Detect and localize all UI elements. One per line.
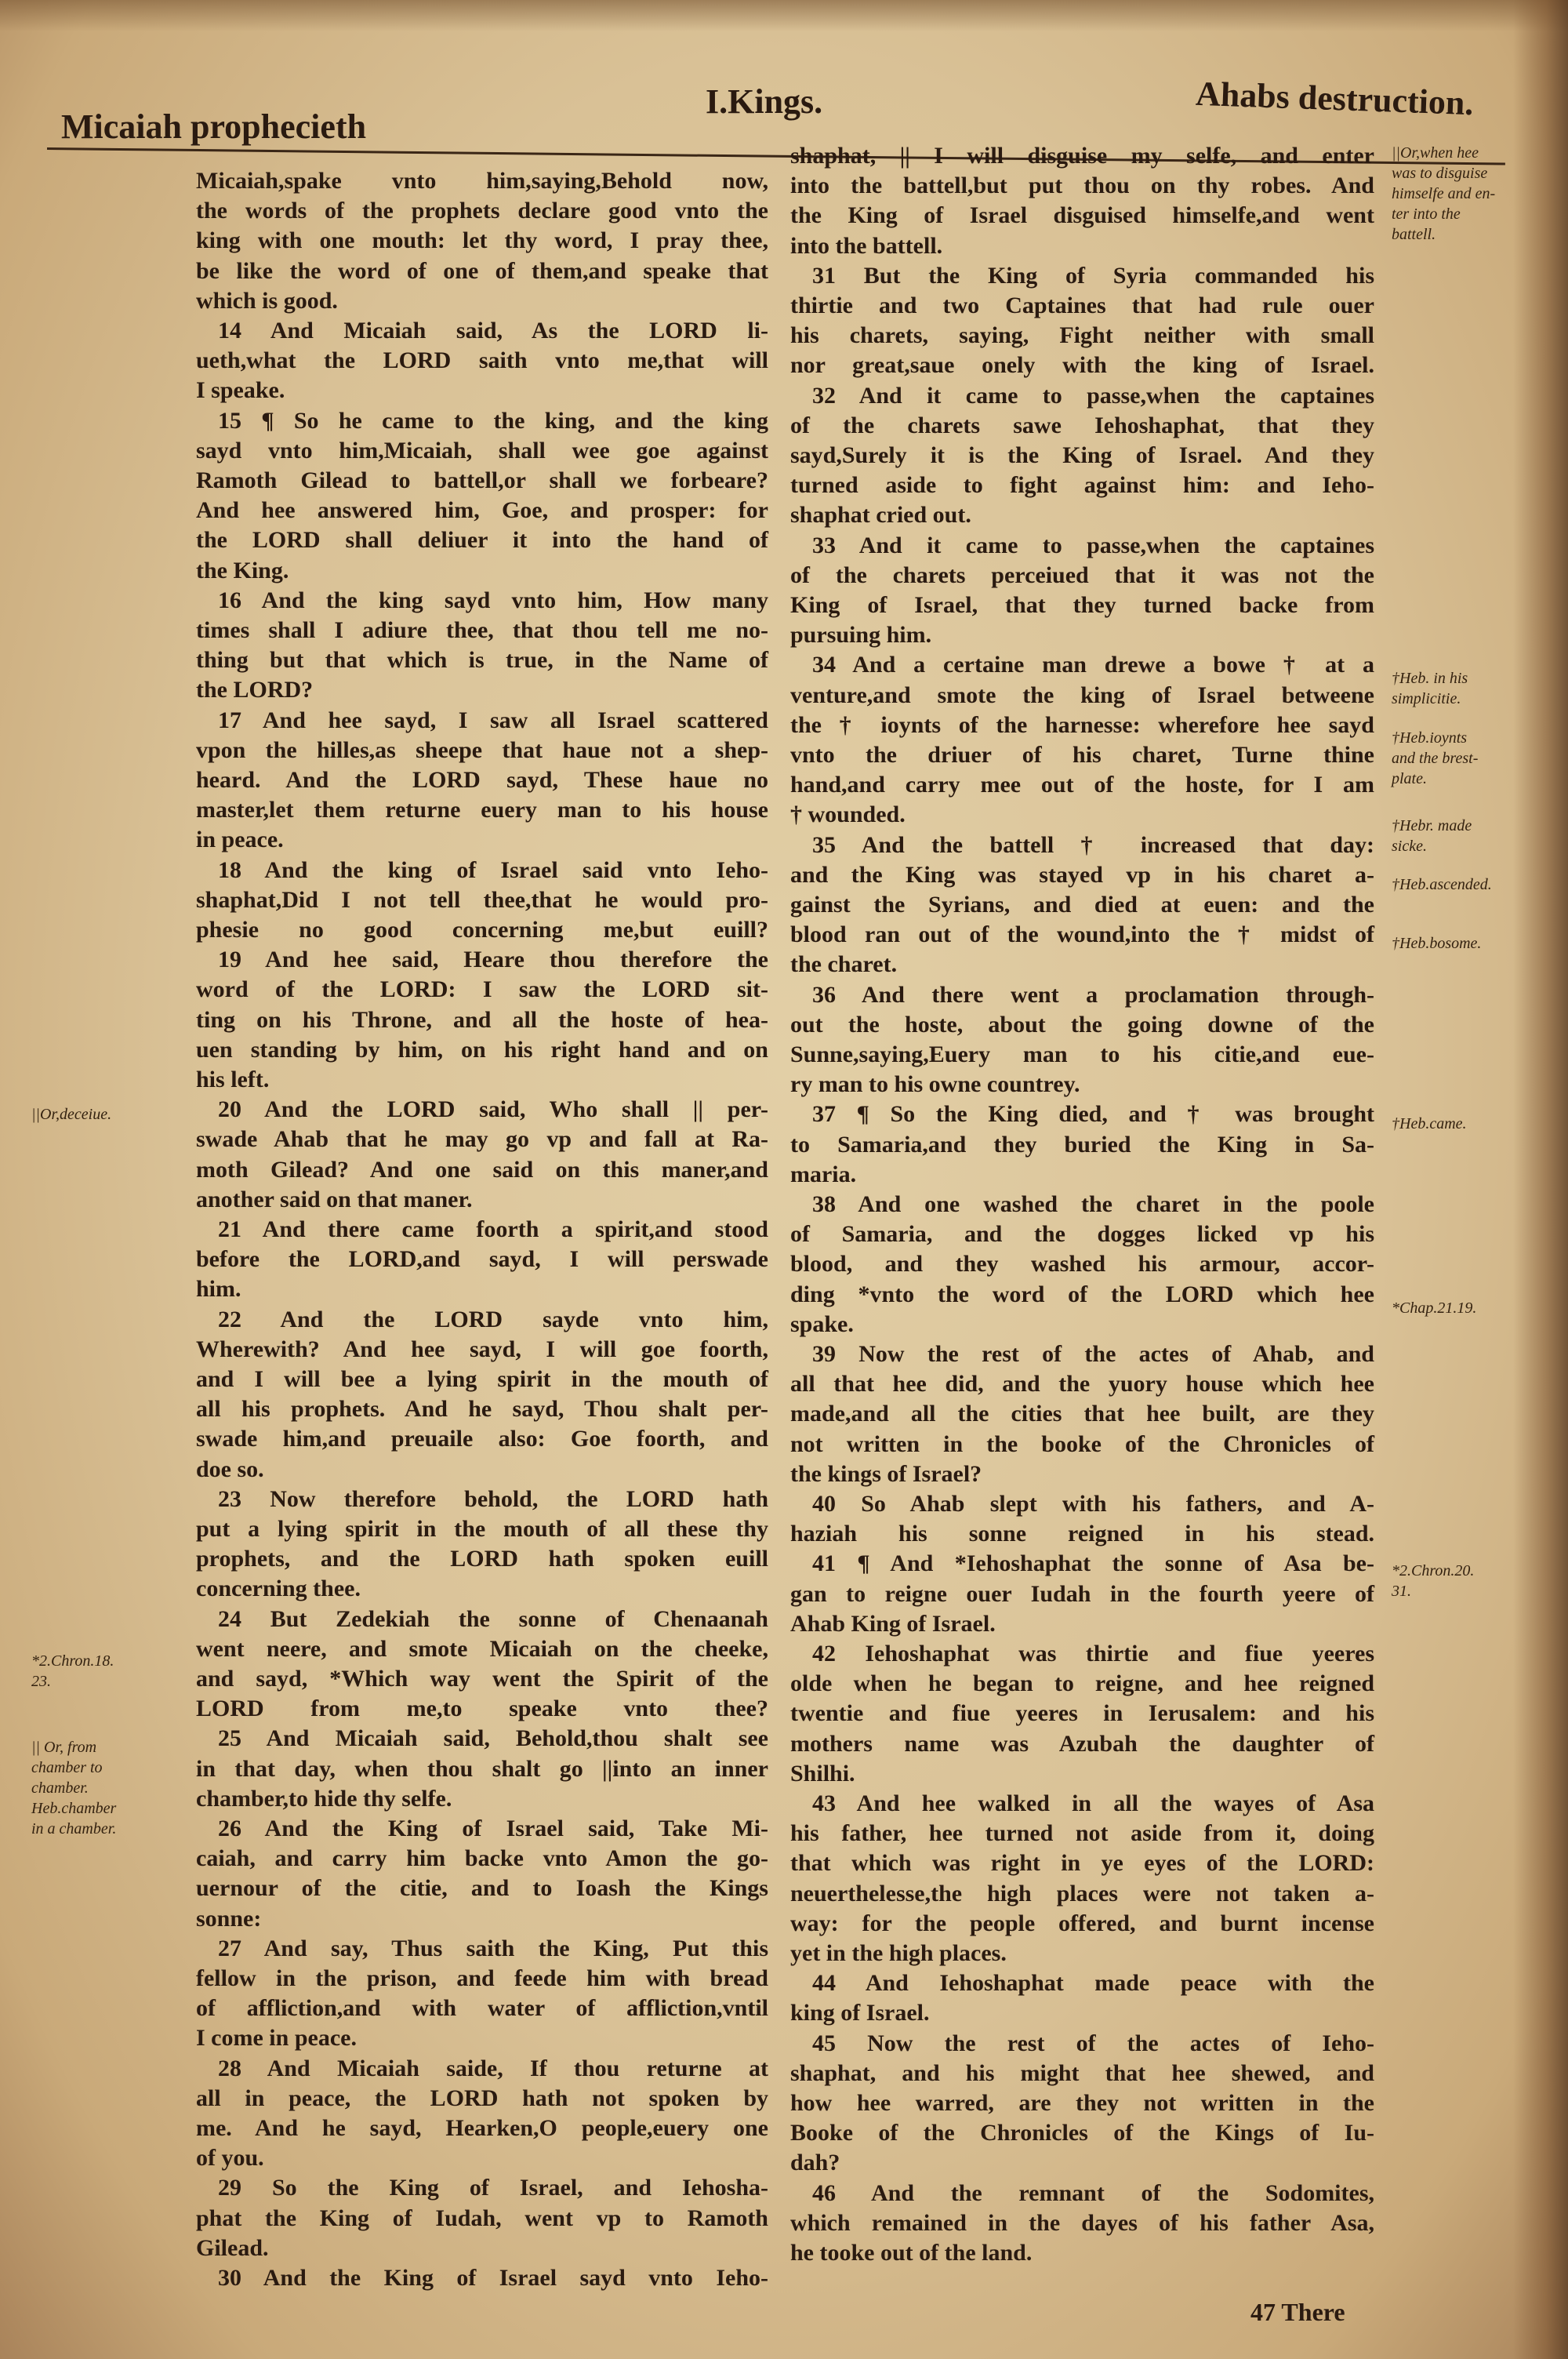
text-line: all his prophets. And he sayd, Thou shalt per- [196, 1396, 768, 1423]
text-line: ueth,what the LORD saith vnto me,that will [196, 347, 768, 374]
header-book-title: I.Kings. [706, 82, 823, 121]
text-line: ry man to his owne countrey. [790, 1071, 1080, 1098]
margin-note: || Or, from chamber to chamber. Heb.chamber in a chamber. [31, 1739, 117, 1837]
text-line: his father, hee turned not aside from it, doing [790, 1820, 1374, 1847]
text-line: dah? [790, 2150, 840, 2176]
text-line: twentie and fiue yeeres in Ierusalem: and his [790, 1700, 1374, 1727]
margin-note: ||Or,deceiue. [31, 1106, 112, 1123]
text-line: olde when he began to reigne, and hee reigned [790, 1670, 1374, 1697]
text-line: 31 But the King of Syria commanded his [812, 262, 1374, 289]
text-line: pursuing him. [790, 622, 932, 649]
text-line: 15 ¶ So he came to the king, and the king [218, 407, 768, 434]
header-left-title: Micaiah prophecieth [61, 107, 367, 146]
text-line: of affliction,and with water of affliction,vntil [196, 1995, 768, 2022]
text-line: made,and all the cities that hee built, are they [790, 1401, 1374, 1427]
text-line: in peace. [196, 827, 284, 853]
text-line: out the hoste, about the going downe of the [790, 1011, 1374, 1038]
text-line: way: for the people offered, and burnt incense [790, 1910, 1374, 1936]
text-line: hand,and carry mee out of the hoste, for I am [790, 772, 1374, 798]
text-line: 27 And say, Thus saith the King, Put this [218, 1935, 768, 1961]
text-line: turned aside to fight against him: and Ieho- [790, 472, 1374, 499]
text-line: all that hee did, and the yuory house which hee [790, 1371, 1374, 1398]
text-line: his left. [196, 1067, 270, 1092]
text-line: of you. [196, 2145, 264, 2172]
margin-note: *2.Chron.18. 23. [31, 1652, 114, 1690]
text-line: how hee warred, are they not written in the [790, 2090, 1374, 2116]
text-line: 45 Now the rest of the actes of Ieho- [812, 2030, 1374, 2056]
text-line: concerning thee. [196, 1576, 361, 1602]
text-line: neuerthelesse,the high places were not taken a- [790, 1880, 1374, 1906]
text-line: I speake. [196, 377, 285, 404]
catchword: 47 There [1250, 2298, 1345, 2326]
text-line: which remained in the dayes of his father Asa, [790, 2209, 1374, 2236]
text-line: the † ioynts of the harnesse: wherefore hee sayd [790, 711, 1374, 738]
text-line: 29 So the King of Israel, and Iehosha- [218, 2175, 768, 2201]
margin-note: *2.Chron.20. 31. [1392, 1562, 1475, 1600]
text-line: his charets, saying, Fight neither with small [790, 322, 1374, 349]
text-line: caiah, and carry him backe vnto Amon the go- [196, 1845, 768, 1872]
text-line: the kings of Israel? [790, 1460, 982, 1487]
text-line: 19 And hee said, Heare thou therefore the [218, 947, 768, 973]
text-line: 32 And it came to passe,when the captaines [812, 382, 1374, 409]
margin-note: *Chap.21.19. [1392, 1299, 1477, 1317]
text-line: 17 And hee sayd, I saw all Israel scattered [218, 707, 768, 733]
text-line: the words of the prophets declare good vnto the [196, 198, 768, 224]
text-line: 40 So Ahab slept with his fathers, and A- [812, 1491, 1374, 1517]
margin-note: ||Or,when hee was to disguise himselfe and en- ter into the battell. [1392, 144, 1496, 243]
text-line: swade him,and preuaile also: Goe foorth, and [196, 1426, 768, 1452]
text-line: 35 And the battell † increased that day: [812, 831, 1374, 858]
text-line: 42 Iehoshaphat was thirtie and fiue yeeres [812, 1641, 1374, 1667]
text-line: not written in the booke of the Chronicles of [790, 1430, 1374, 1457]
text-line: phesie no good concerning me,but euill? [196, 917, 768, 943]
text-line: 46 And the remnant of the Sodomites, [812, 2179, 1374, 2206]
text-line: heard. And the LORD sayd, These haue no [196, 767, 768, 793]
text-line: spake. [790, 1310, 854, 1337]
text-line: vnto the driuer of his charet, Turne thine [790, 742, 1374, 768]
text-line: the charet. [790, 951, 898, 978]
margin-note: †Hebr. made sicke. [1392, 817, 1472, 855]
text-line: phat the King of Iudah, went vp to Ramoth [196, 2205, 768, 2231]
text-line: Sunne,saying,Euery man to his citie,and eue- [790, 1041, 1374, 1067]
text-line: doe so. [196, 1456, 264, 1482]
text-line: sayd vnto him,Micaiah, shall wee goe against [196, 437, 768, 463]
text-line: venture,and smote the king of Israel betweene [790, 682, 1374, 708]
text-line: 44 And Iehoshaphat made peace with the [812, 1970, 1374, 1997]
text-line: sonne: [196, 1905, 262, 1932]
text-line: 28 And Micaiah saide, If thou returne at [218, 2055, 768, 2081]
text-line: 33 And it came to passe,when the captaines [812, 532, 1374, 558]
text-line: moth Gilead? And one said on this maner,and [196, 1156, 768, 1183]
text-line: that which was right in ye eyes of the LORD: [790, 1850, 1374, 1877]
text-line: 18 And the king of Israel said vnto Ieho- [218, 856, 768, 883]
text-line: thing but that which is true, in the Name of [196, 647, 768, 674]
text-line: King of Israel, that they turned backe from [790, 592, 1374, 618]
text-line: uernour of the citie, and to Ioash the Kings [196, 1875, 768, 1902]
text-line: 25 And Micaiah said, Behold,thou shalt see [218, 1725, 768, 1752]
text-line: him. [196, 1276, 241, 1303]
text-line: be like the word of one of them,and speake that [196, 257, 768, 284]
text-line: times shall I adiure thee, that thou tell me no- [196, 617, 768, 643]
header-right-title: Ahabs destruction. [1195, 74, 1475, 123]
text-line: shaphat, || I will disguise my selfe, and enter [790, 143, 1374, 169]
text-line: blood, and they washed his armour, accor- [790, 1251, 1374, 1278]
text-line: in that day, when thou shalt go ||into an inner [196, 1755, 768, 1782]
text-line: shaphat cried out. [790, 502, 971, 529]
text-line: ting on his Throne, and all the hoste of hea- [196, 1006, 768, 1033]
text-line: 34 And a certaine man drewe a bowe † at a [812, 652, 1374, 678]
text-line: and the King was stayed vp in his charet a- [790, 861, 1374, 888]
text-line: to Samaria,and they buried the King in Sa- [790, 1131, 1374, 1158]
text-line: and sayd, *Which way went the Spirit of the [196, 1666, 768, 1692]
text-line: king of Israel. [790, 2000, 930, 2026]
margin-note: †Heb.came. [1392, 1115, 1467, 1132]
text-line: gan to reigne ouer Iudah in the fourth yeere of [790, 1580, 1374, 1607]
text-line: 22 And the LORD sayde vnto him, [218, 1306, 768, 1332]
text-line: I come in peace. [196, 2025, 357, 2052]
text-line: nor great,saue onely with the king of Israel. [790, 352, 1374, 379]
text-line: Gilead. [196, 2234, 269, 2261]
text-line: the King of Israel disguised himselfe,and went [790, 202, 1374, 229]
text-line: into the battell,but put thou on thy robes. And [790, 173, 1374, 199]
text-line: mothers name was Azubah the daughter of [790, 1730, 1374, 1757]
text-line: swade Ahab that he may go vp and fall at Ra- [196, 1126, 768, 1153]
text-line: 21 And there came foorth a spirit,and stood [218, 1216, 768, 1242]
text-line: king with one mouth: let thy word, I pray thee, [196, 227, 768, 254]
text-line: shaphat, and his might that hee shewed, and [790, 2059, 1374, 2086]
margin-note: †Heb.bosome. [1392, 935, 1482, 952]
text-line: LORD from me,to speake vnto thee? [196, 1696, 768, 1722]
text-line: 20 And the LORD said, Who shall || per- [218, 1096, 768, 1123]
text-line: blood ran out of the wound,into the † midst of [790, 921, 1374, 948]
margin-note: †Heb. in his simplicitie. [1392, 670, 1468, 707]
text-line: 30 And the King of Israel sayd vnto Ieho- [218, 2265, 768, 2291]
text-line: 24 But Zedekiah the sonne of Chenaanah [218, 1605, 768, 1632]
text-line: 37 ¶ So the King died, and † was brought [812, 1101, 1374, 1128]
text-line: yet in the high places. [790, 1940, 1007, 1966]
text-line: of the charets perceiued that it was not the [790, 562, 1374, 588]
text-line: gainst the Syrians, and died at euen: and the [790, 892, 1374, 918]
text-line: the King. [196, 557, 289, 583]
text-line: 36 And there went a proclamation through- [812, 981, 1374, 1008]
text-line: † wounded. [790, 801, 906, 828]
text-line: 43 And hee walked in all the wayes of Asa [812, 1790, 1374, 1816]
text-line: another said on that maner. [196, 1186, 473, 1212]
text-line: Ramoth Gilead to battell,or shall we forbeare? [196, 467, 768, 493]
text-line: of Samaria, and the dogges licked vp his [790, 1221, 1374, 1248]
text-line: 14 And Micaiah said, As the LORD li- [218, 318, 768, 343]
running-header [0, 74, 1568, 149]
text-line: shaphat,Did I not tell thee,that he would pro- [196, 886, 768, 913]
text-line: ding *vnto the word of the LORD which hee [790, 1281, 1374, 1307]
text-line: master,let them returne euery man to his house [196, 797, 768, 823]
text-line: 16 And the king sayd vnto him, How many [218, 587, 768, 613]
text-line: of the charets sawe Iehoshaphat, that they [790, 412, 1374, 438]
text-line: put a lying spirit in the mouth of all these thy [196, 1516, 768, 1542]
text-line: 38 And one washed the charet in the poole [812, 1191, 1374, 1217]
text-line: Shilhi. [790, 1760, 855, 1787]
text-line: Booke of the Chronicles of the Kings of Iu- [790, 2120, 1374, 2146]
text-line: all in peace, the LORD hath not spoken by [196, 2085, 768, 2111]
text-line: chamber,to hide thy selfe. [196, 1785, 452, 1812]
text-line: thirtie and two Captaines that had rule ouer [790, 293, 1374, 318]
text-line: maria. [790, 1161, 857, 1187]
text-line: vpon the hilles,as sheepe that haue not a shep- [196, 736, 768, 763]
text-line: fellow in the prison, and feede him with bread [196, 1965, 768, 1991]
text-line: he tooke out of the land. [790, 2240, 1033, 2266]
text-line: Ahab King of Israel. [790, 1610, 996, 1637]
text-line: 26 And the King of Israel said, Take Mi- [218, 1816, 768, 1841]
text-line: Micaiah,spake vnto him,saying,Behold now, [196, 168, 768, 194]
text-line: 41 ¶ And *Iehoshaphat the sonne of Asa be- [812, 1550, 1374, 1577]
text-line: went neere, and smote Micaiah on the cheeke, [196, 1635, 768, 1662]
text-line: Wherewith? And hee sayd, I will goe foorth, [196, 1336, 768, 1362]
text-line: word of the LORD: I saw the LORD sit- [196, 976, 768, 1003]
text-line: into the battell. [790, 232, 943, 259]
text-line: prophets, and the LORD hath spoken euill [196, 1546, 768, 1572]
margin-note: †Heb.ioynts and the brest- plate. [1392, 729, 1479, 787]
text-line: which is good. [196, 287, 338, 314]
page-edge-shadow [0, 0, 1568, 31]
text-line: haziah his sonne reigned in his stead. [790, 1521, 1374, 1547]
text-line: sayd,Surely it is the King of Israel. And they [790, 442, 1374, 468]
text-line: uen standing by him, on his right hand and on [196, 1036, 768, 1063]
text-line: me. And he sayd, Hearken,O people,euery one [196, 2115, 768, 2141]
text-line: and I will bee a lying spirit in the mouth of [196, 1366, 768, 1392]
text-line: 23 Now therefore behold, the LORD hath [218, 1485, 768, 1512]
margin-note: †Heb.ascended. [1392, 876, 1492, 893]
page-gutter-shadow [1513, 0, 1568, 2359]
text-line: And hee answered him, Goe, and prosper: for [196, 497, 768, 524]
text-line: before the LORD,and sayd, I will perswade [196, 1246, 768, 1273]
text-line: the LORD? [196, 677, 314, 703]
text-line: the LORD shall deliuer it into the hand of [196, 527, 768, 554]
text-line: 39 Now the rest of the actes of Ahab, and [812, 1341, 1374, 1367]
